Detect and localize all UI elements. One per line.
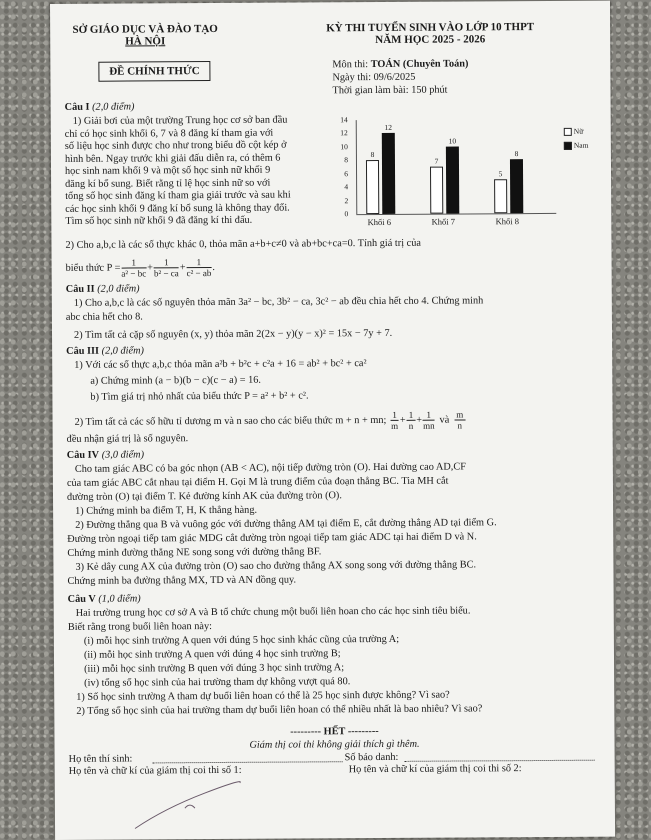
- fraction-3-num: 1: [186, 257, 211, 268]
- y-tick-label: 10: [340, 142, 348, 152]
- q5-line-7: 1) Số học sinh trường A tham dự buổi liên hoan có thể là 25 học sinh được không? Vì sao?: [76, 689, 450, 703]
- y-tick-label: 8: [344, 155, 348, 165]
- q4-line-9: Chứng minh ba đường thẳng MX, TD và AN đồng quy.: [67, 574, 297, 587]
- q4-line-8: 3) Kẻ dây cung AX của đường tròn (O) sao cho đường thẳng AX song song với đường thẳng BC.: [75, 559, 477, 573]
- frac-1mn-num: 1: [423, 410, 435, 421]
- q2-points: (2,0 điểm): [97, 283, 140, 295]
- exam-title: KỲ THI TUYỂN SINH VÀO LỚP 10 THPT: [326, 21, 535, 35]
- bar-male-2: [446, 146, 459, 213]
- candidate-name-label: Họ tên thí sinh:: [68, 753, 133, 765]
- q5-line-8: 2) Tổng số học sinh của hai trường tham dự buổi liên hoan có thể nhiều nhất là bao nhiêu? Vì sao?: [76, 703, 483, 717]
- candidate-name-line: [153, 761, 343, 763]
- frac-1mn: [423, 410, 435, 431]
- q5-line-2: Biết rằng trong buổi liên hoan này:: [67, 621, 212, 633]
- q3-line4-suffix: và: [439, 414, 450, 426]
- q5-points: (1,0 điểm): [98, 593, 141, 605]
- q1-part2-expression: [66, 257, 215, 279]
- bar-value-label: 8: [370, 150, 375, 160]
- fraction-2-den: b² − ca: [153, 268, 179, 279]
- q4-line-5: 2) Đường thẳng qua B và vuông góc với đường thẳng AM tại điểm E, cắt đường thẳng AD tại điểm G.: [75, 517, 497, 531]
- q1-line-1: 1) Giải bơi của một trường Trung học cơ sở ban đầu: [72, 114, 288, 127]
- period: .: [212, 261, 215, 273]
- q4-points: (3,0 điểm): [101, 449, 145, 461]
- fraction-1-num: 1: [121, 257, 146, 268]
- q2-line2: abc chia hết cho 8.: [65, 311, 143, 323]
- fraction-2: [154, 257, 179, 278]
- q4-line-1: Cho tam giác ABC có ba góc nhọn (AB < AC), nội tiếp đường tròn (O). Hai đường cao AD,CF: [74, 461, 466, 475]
- q3-line3: b) Tìm giá trị nhỏ nhất của biểu thức P = a² + b² + c².: [90, 390, 309, 403]
- frac-1m-num: 1: [390, 410, 399, 421]
- subject-line: [332, 58, 468, 71]
- official-box: ĐỀ CHÍNH THỨC: [98, 61, 210, 82]
- q1-points: (2,0 điểm): [92, 101, 135, 113]
- legend-female: [564, 127, 584, 136]
- q5-line-5: (iii) mỗi học sinh trường B quen với đúng 3 học sinh trường A;: [84, 662, 345, 675]
- legend-swatch-male: [564, 142, 572, 150]
- q3-line2: a) Chứng minh (a − b)(b − c)(c − a) = 16.: [90, 374, 261, 387]
- proctor-note: Giám thị coi thi không giải thích gì thêm.: [249, 738, 420, 751]
- q3-line4: [74, 409, 466, 432]
- frac-1mn-den: mn: [423, 420, 435, 431]
- proctor2-label: Họ tên và chữ kí của giám thị coi thi số 2:: [348, 763, 522, 776]
- bar-female-1: [366, 160, 379, 214]
- bar-value-label: 5: [498, 169, 503, 179]
- q2-heading: [66, 283, 140, 295]
- frac-m-n-den: n: [457, 420, 463, 431]
- legend-label-male: Nam: [573, 140, 589, 150]
- fraction-2-num: 1: [154, 257, 179, 268]
- q1-line-2: chỉ có học sinh khối 6, 7 và 8 đăng kí tham gia với: [64, 127, 274, 140]
- y-tick-label: 12: [340, 128, 348, 138]
- plus-sign: +: [416, 414, 423, 426]
- q4-line-7: Chứng minh đường thẳng NE song song với đường thẳng BF.: [67, 546, 322, 559]
- q4-line-3: đường tròn (O) tại điểm T. Kẻ đường kính AK của đường tròn (O).: [66, 490, 342, 503]
- y-axis: [356, 120, 358, 214]
- q5-title: Câu V: [67, 593, 96, 605]
- frac-1n: [407, 410, 416, 431]
- frac-m-n: [454, 409, 465, 430]
- bar-value-label: 10: [448, 136, 457, 146]
- q3-heading: [66, 345, 144, 357]
- q3-line4-prefix: 2) Tìm tất cả các số hữu tỉ dương m và n sao cho các biểu thức m + n + mn;: [74, 414, 387, 428]
- q5-line-4: (ii) mỗi học sinh trường A quen với đúng 4 học sinh trường B;: [83, 648, 341, 661]
- subject-label: Môn thi:: [332, 59, 369, 71]
- frac-1m: [390, 410, 399, 431]
- candidate-id-label: Số báo danh:: [344, 751, 399, 764]
- q3-line5: đều nhận giá trị là số nguyên.: [66, 433, 189, 445]
- q1-part2-line1: 2) Cho a,b,c là các số thực khác 0, thỏa mãn a+b+c≠0 và ab+bc+ca=0. Tính giá trị của: [65, 237, 421, 251]
- q4-line-6: Đường tròn ngoại tiếp tam giác MDG cắt đường tròn ngoại tiếp tam giác ADC tại hai điểm D và N.: [67, 531, 477, 545]
- legend-male: [564, 141, 589, 150]
- exam-paper: [50, 1, 615, 840]
- q1-line-6: đăng kí bổ sung. Biết rằng tỉ lệ học sinh nữ so với: [65, 177, 271, 190]
- legend-label-female: Nữ: [573, 126, 584, 136]
- q2-line3: 2) Tìm tất cả cặp số nguyên (x, y) thỏa mãn 2(2x − y)(y − x)² = 15x − 7y + 7.: [73, 327, 393, 341]
- category-label: Khối 7: [431, 216, 456, 227]
- frac-m-n-num: m: [454, 409, 465, 420]
- bar-female-3: [494, 180, 507, 214]
- bar-male-1: [382, 133, 395, 214]
- frac-1m-den: m: [391, 420, 399, 431]
- exam-duration: Thời gian làm bài: 150 phút: [332, 84, 448, 97]
- y-tick-label: 6: [344, 168, 349, 178]
- plus-sign: +: [399, 414, 406, 426]
- exam-year: NĂM HỌC 2025 - 2026: [375, 33, 486, 47]
- q1-line-5: học sinh nam khối 9 và một số học sinh nữ khối 9: [64, 164, 271, 177]
- q2-line1: 1) Cho a,b,c là các số nguyên thỏa mãn 3a² − bc, 3b² − ca, 3c² − ab đều chia hết cho 4. Chứng minh: [73, 295, 484, 309]
- legend-swatch-female: [564, 128, 572, 136]
- q1-line-7: tổng số học sinh đăng kí tham gia giải trước và sau khi: [65, 189, 291, 202]
- fraction-3: [186, 257, 211, 278]
- q5-heading: [68, 593, 141, 605]
- fraction-1-den: a² − bc: [121, 268, 147, 279]
- q4-heading: [67, 449, 144, 461]
- y-tick-label: 4: [344, 182, 349, 192]
- fraction-1: [121, 257, 146, 278]
- dept-line-1: SỞ GIÁO DỤC VÀ ĐÀO TẠO: [72, 22, 218, 36]
- y-tick-label: 14: [340, 115, 348, 125]
- frac-1n-den: n: [408, 420, 414, 431]
- candidate-id-line: [405, 760, 595, 762]
- dept-line-2: HÀ NỘI: [125, 35, 166, 48]
- q5-line-3: (i) mỗi học sinh trường A quen với đúng 5 học sinh khác cũng của trường A;: [83, 633, 400, 647]
- frac-1n-num: 1: [407, 410, 416, 421]
- bar-value-label: 8: [514, 149, 519, 159]
- q1-line-9: Tìm số học sinh nữ khối 9 đã đăng kí thi đấu.: [65, 214, 253, 227]
- q1-heading: [65, 101, 135, 113]
- subject-name: TOÁN (Chuyên Toán): [370, 58, 469, 71]
- proctor1-label: Họ tên và chữ kí của giám thị coi thi số 1:: [68, 764, 242, 777]
- q1-line-4: hình bên. Ngay trước khi giải đấu diễn ra, có thêm 6: [64, 152, 281, 165]
- q1-line-3: số liệu học sinh được cho như trong biểu đồ cột kép ở: [64, 139, 287, 152]
- q3-points: (2,0 điểm): [101, 345, 144, 357]
- y-tick-label: 0: [344, 209, 349, 219]
- q3-title: Câu III: [66, 345, 100, 357]
- q4-line-4: 1) Chứng minh ba điểm T, H, K thẳng hàng.: [75, 504, 258, 517]
- bar-female-2: [430, 167, 443, 214]
- plus-sign: +: [179, 261, 186, 273]
- pen-scribble: [125, 778, 245, 839]
- fraction-3-den: c² − ab: [186, 268, 212, 279]
- y-tick-label: 2: [344, 195, 349, 205]
- bar-value-label: 12: [384, 123, 393, 133]
- category-label: Khối 8: [495, 216, 520, 227]
- bar-value-label: 7: [434, 156, 439, 166]
- end-marker: --------- HẾT ---------: [290, 726, 379, 738]
- q5-line-6: (iv) tổng số học sinh của hai trường tham dự không vượt quá 80.: [84, 676, 351, 689]
- exam-date: Ngày thi: 09/6/2025: [332, 71, 416, 84]
- bar-male-3: [510, 159, 523, 213]
- q3-line1: 1) Với các số thực a,b,c thỏa mãn a²b + b²c + c²a + 16 = ab² + bc² + ca²: [74, 358, 367, 371]
- q5-line-1: Hai trường trung học cơ sở A và B tổ chức chung một buổi liên hoan cho các học sinh tiêu biểu.: [75, 605, 471, 619]
- q1-line-8: các học sinh khối 9 đăng kí bổ sung là không thay đổi.: [65, 202, 290, 215]
- plus-sign: +: [147, 261, 153, 273]
- category-label: Khối 6: [367, 216, 392, 228]
- q2-title: Câu II: [65, 283, 95, 295]
- expr-prefix: biểu thức P =: [65, 262, 121, 274]
- q4-line-2: của tam giác ABC cắt nhau tại điểm H. Gọi M là trung điểm của đoạn thẳng BC. Tia MH cắt: [66, 475, 449, 489]
- bar-chart: [334, 113, 605, 240]
- q1-title: Câu I: [64, 101, 90, 113]
- q4-title: Câu IV: [66, 449, 100, 461]
